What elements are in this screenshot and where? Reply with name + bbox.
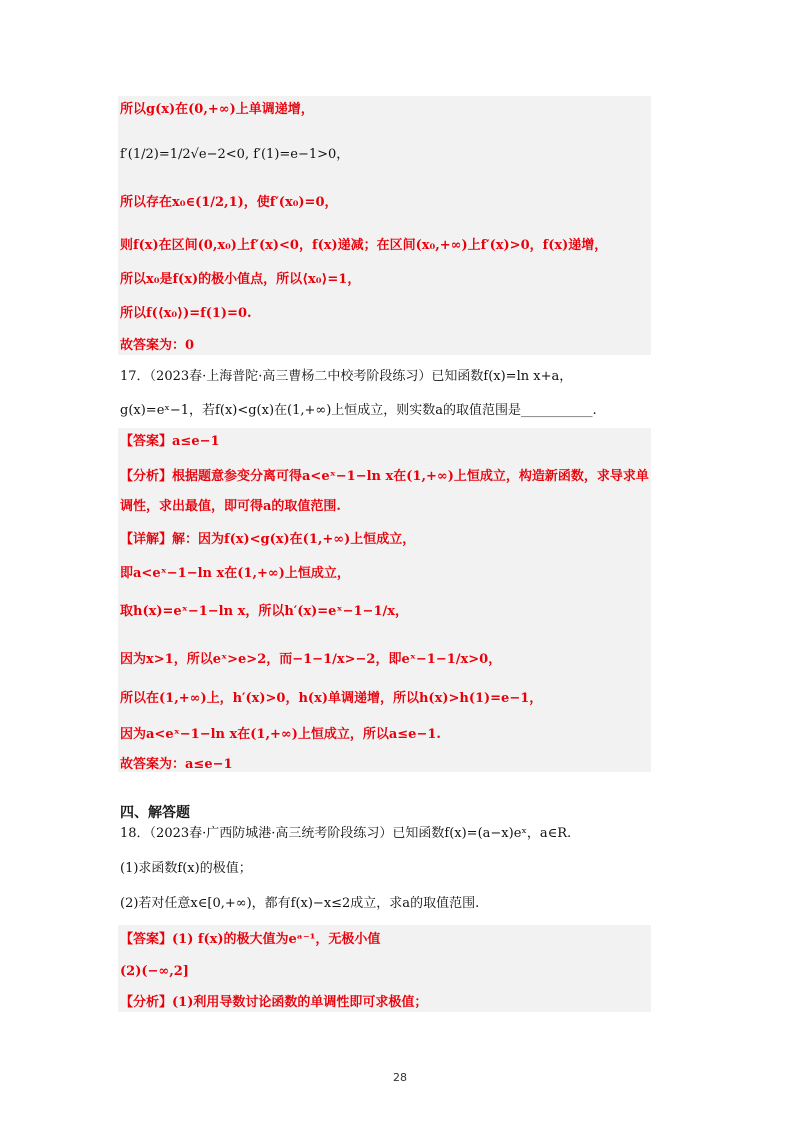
section-heading: 四、解答题 [120,805,190,821]
question-17-stem: 17．（2023春·上海普陀·高三曹杨二中校考阶段练习）已知函数f(x)=ln x+a， [120,369,573,384]
question-18-part1: (1)求函数f(x)的极值； [120,861,252,876]
detail-line: 因为x>1，所以eˣ>e>2，而−1−1/x>−2，即eˣ−1−1/x>0， [120,652,502,667]
answer-label: 【答案】a≤e−1 [120,434,220,449]
question-18-stem: 18．（2023春·广西防城港·高三统考阶段练习）已知函数f(x)=(a−x)eˣ，a∈R. [120,826,572,841]
analysis-line: 【分析】(1)利用导数讨论函数的单调性即可求极值； [120,995,428,1010]
solution-line: 则f(x)在区间(0,x₀)上f′(x)<0，f(x)递减；在区间(x₀,+∞)上f′(x)>0，f(x)递增， [120,238,608,253]
detail-line: 【详解】解：因为f(x)<g(x)在(1,+∞)上恒成立， [120,532,416,547]
detail-line: 因为a<eˣ−1−ln x在(1,+∞)上恒成立，所以a≤e−1. [120,727,441,742]
solution-line: 所以f(⟨x₀⟩)=f(1)=0. [120,306,252,321]
solution-line: f′(1/2)=1/2√e−2<0, f′(1)=e−1>0， [120,147,350,162]
question-17-stem-cont: g(x)=eˣ−1，若f(x)<g(x)在(1,+∞)上恒成立，则实数a的取值范围是___________. [120,403,597,418]
solution-line: 所以g(x)在(0,+∞)上单调递增， [120,102,314,117]
page-number: 28 [393,1071,407,1084]
question-18-part2: (2)若对任意x∈[0,+∞)，都有f(x)−x≤2成立，求a的取值范围. [120,896,480,911]
answer-line: 故答案为：a≤e−1 [120,757,233,772]
answer-line: 故答案为：0 [120,338,195,353]
detail-line: 即a<eˣ−1−ln x在(1,+∞)上恒成立， [120,566,350,581]
solution-line: 所以x₀是f(x)的极小值点，所以⟨x₀⟩=1， [120,272,361,287]
solution-line: 所以存在x₀∈(1/2,1)，使f′(x₀)=0， [120,195,338,210]
detail-line: 所以在(1,+∞)上，h′(x)>0，h(x)单调递增，所以h(x)>h(1)=e−1， [120,691,543,706]
analysis-line: 【分析】根据题意参变分离可得a<eˣ−1−ln x在(1,+∞)上恒成立，构造新函数，求导求单 [120,469,649,484]
analysis-line: 调性，求出最值，即可得a的取值范围. [120,499,341,514]
answer-part2: (2)(−∞,2] [120,964,189,979]
answer-label: 【答案】(1) f(x)的极大值为eᵃ⁻¹，无极小值 [120,932,381,947]
detail-line: 取h(x)=eˣ−1−ln x，所以h′(x)=eˣ−1−1/x， [120,604,408,619]
